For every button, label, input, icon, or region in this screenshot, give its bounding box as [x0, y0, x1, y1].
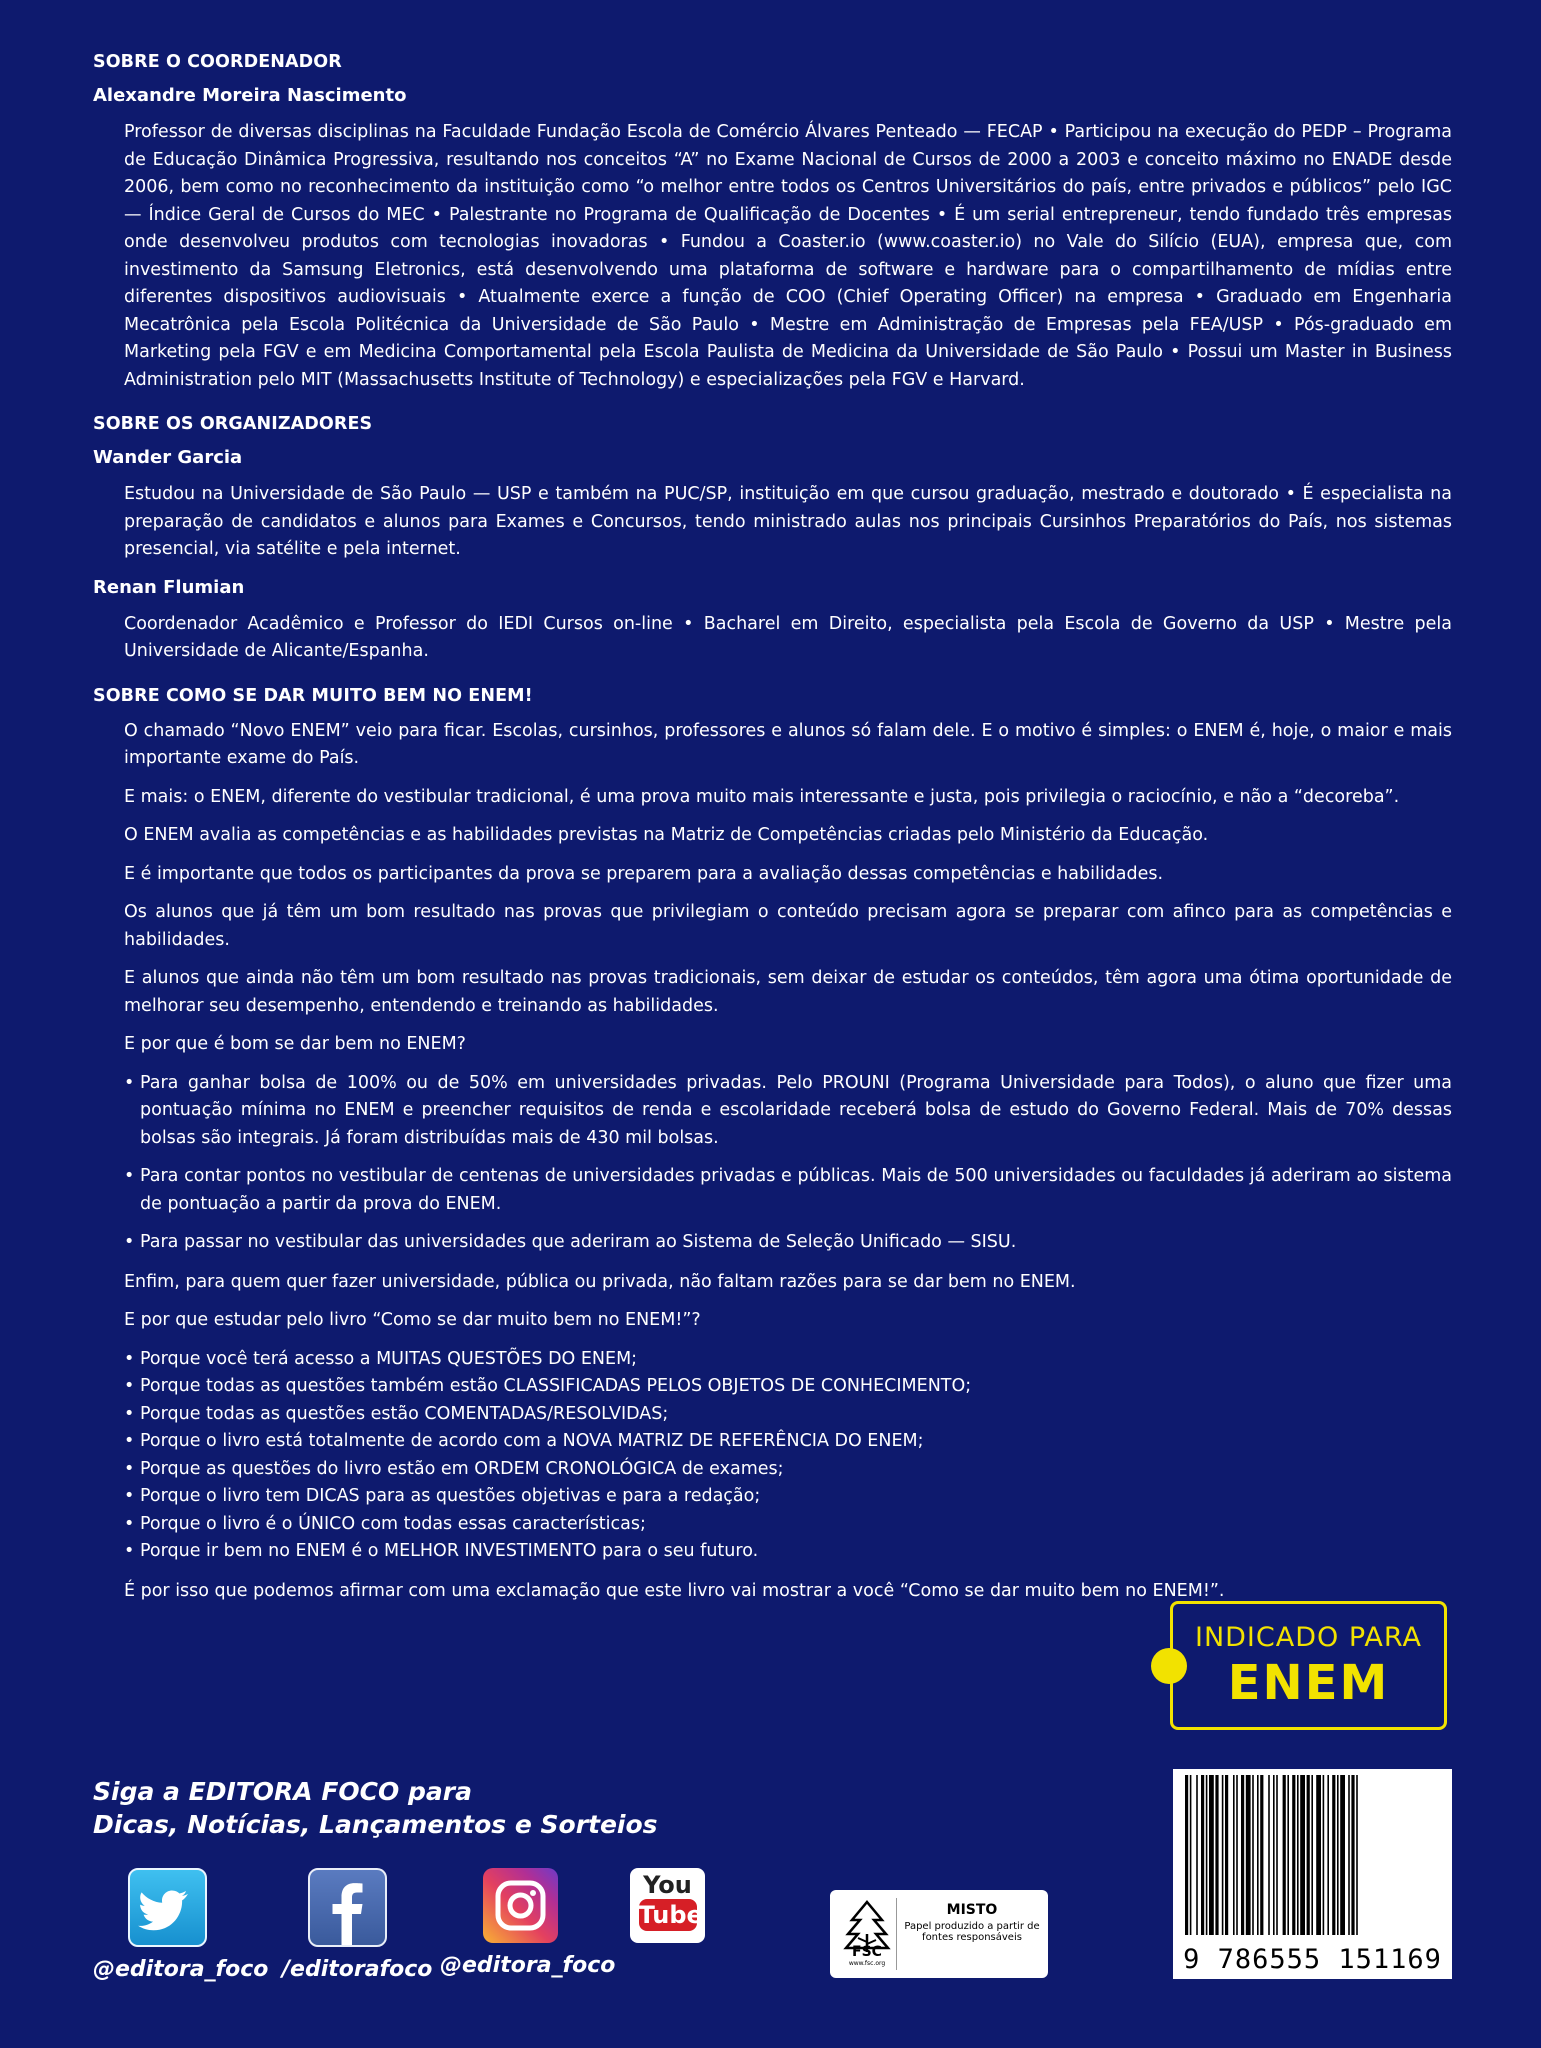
- about-paragraph: O chamado “Novo ENEM” veio para ficar. Escolas, cursinhos, professores e alunos só falam dele. E o motivo é simples: o ENEM é, hoje, o maior e mais importante exame do País.: [124, 720, 1452, 768]
- social-instagram[interactable]: [440, 1868, 616, 1978]
- fsc-url: www.fsc.org: [848, 1960, 886, 1967]
- closing-paragraph: É por isso que podemos afirmar com uma exclamação que este livro vai mostrar a você “Como se dar muito bem no ENEM!”.: [124, 1580, 1225, 1601]
- list-item: • Para ganhar bolsa de 100% ou de 50% em universidades privadas. Pelo PROUNI (Programa Universidade para Todos), o aluno que fizer uma pontuação mínima no ENEM e preencher requisitos de renda e escolaridade receberá bolsa de estudo do Governo Federal. Mais de 70% dessas bolsas são integrais. Já foram distribuídas mais de 430 mil bolsas.: [124, 1070, 1452, 1153]
- badge-dot: [1151, 1648, 1187, 1684]
- fsc-label: MISTO: [946, 1902, 998, 1918]
- coordinator-heading: SOBRE O COORDENADOR: [93, 52, 342, 72]
- list-item: • Para contar pontos no vestibular de centenas de universidades privadas e públicas. Mais de 500 universidades ou faculdades já aderiram ao sistema de pontuação a partir da prova do ENEM.: [124, 1163, 1452, 1218]
- organizer-bio: Estudou na Universidade de São Paulo — USP e também na PUC/SP, instituição em que cursou graduação, mestrado e doutorado • É especialista na preparação de candidatos e alunos para Exames e Concursos, tendo ministrado aulas nos principais Cursinhos Preparatórios do País, nos sistemas presencial, via satélite e pela internet.: [124, 484, 1452, 559]
- social-twitter[interactable]: [93, 1868, 269, 1982]
- back-cover-text: [93, 50, 1452, 1617]
- barcode-bars: [1173, 1775, 1452, 1945]
- badge-line2: ENEM: [1227, 1655, 1390, 1711]
- about-paragraph: E é importante que todos os participantes da prova se preparem para a avaliação dessas competências e habilidades.: [124, 863, 1164, 884]
- youtube-tube: Tube: [638, 1901, 703, 1929]
- badge-line1: INDICADO PARA: [1194, 1622, 1423, 1653]
- list-item: • Porque o livro tem DICAS para as questões objetivas e para a redação;: [124, 1483, 1452, 1511]
- about-paragraph: E alunos que ainda não têm um bom resultado nas provas tradicionais, sem deixar de estudar os conteúdos, têm agora uma ótima oportunidade de melhorar seu desempenho, entendendo e treinando as habilidades.: [124, 968, 1452, 1016]
- enem-reasons-list: [124, 1070, 1452, 1257]
- list-item: • Porque você terá acesso a MUITAS QUESTÕES DO ENEM;: [124, 1346, 1452, 1374]
- list-item: • Porque ir bem no ENEM é o MELHOR INVESTIMENTO para o seu futuro.: [124, 1538, 1452, 1566]
- facebook-icon[interactable]: [308, 1868, 387, 1947]
- fsc-logo-text: FSC: [852, 1944, 882, 1960]
- twitter-icon[interactable]: [128, 1868, 207, 1947]
- book-reasons-list: [124, 1346, 1452, 1566]
- follow-text: [93, 1775, 658, 1841]
- follow-line1: Siga a EDITORA FOCO para: [93, 1777, 472, 1806]
- organizer-name: Renan Flumian: [93, 576, 245, 598]
- youtube-you: You: [643, 1871, 692, 1899]
- isbn-barcode: [1173, 1769, 1452, 1979]
- organizer-bio: Coordenador Acadêmico e Professor do IEDI Cursos on-line • Bacharel em Direito, especialista pela Escola de Governo da USP • Mestre pela Universidade de Alicante/Espanha.: [124, 613, 1452, 661]
- fsc-logo: [838, 1898, 897, 1970]
- twitter-handle[interactable]: @editora_foco: [93, 1957, 269, 1982]
- instagram-handle[interactable]: @editora_foco: [440, 1953, 616, 1978]
- social-facebook[interactable]: [282, 1868, 433, 1982]
- list-item: • Para passar no vestibular das universidades que aderiram ao Sistema de Seleção Unificado — SISU.: [124, 1229, 1452, 1257]
- organizer-name: Wander Garcia: [93, 447, 243, 468]
- coordinator-name: Alexandre Moreira Nascimento: [93, 85, 407, 106]
- about-paragraph: Os alunos que já têm um bom resultado nas provas que privilegiam o conteúdo precisam agora se preparar com afinco para as competências e habilidades.: [124, 902, 1452, 950]
- follow-line2: Dicas, Notícias, Lançamentos e Sorteios: [93, 1810, 658, 1839]
- about-paragraph: E mais: o ENEM, diferente do vestibular tradicional, é uma prova muito mais interessante e justa, pois privilegia o raciocínio, e não a “decoreba”.: [124, 786, 1400, 807]
- list-item: • Porque o livro é o ÚNICO com todas essas características;: [124, 1511, 1452, 1539]
- about-paragraph: O ENEM avalia as competências e as habilidades previstas na Matriz de Competências criadas pelo Ministério da Educação.: [124, 825, 1209, 845]
- about-paragraph: E por que estudar pelo livro “Como se dar muito bem no ENEM!”?: [124, 1310, 701, 1330]
- isbn-number: 9 786555 151169: [1183, 1944, 1442, 1975]
- organizers-heading: SOBRE OS ORGANIZADORES: [93, 414, 373, 434]
- list-item: • Porque o livro está totalmente de acordo com a NOVA MATRIZ DE REFERÊNCIA DO ENEM;: [124, 1428, 1452, 1456]
- fsc-description: Papel produzido a partir de fontes responsáveis: [904, 1921, 1040, 1943]
- about-heading: SOBRE COMO SE DAR MUITO BEM NO ENEM!: [93, 685, 533, 706]
- social-youtube[interactable]: [630, 1868, 705, 1943]
- coordinator-bio: Professor de diversas disciplinas na Faculdade Fundação Escola de Comércio Álvares Penteado — FECAP • Participou na execução do PEDP – Programa de Educação Dinâmica Progressiva, resultando nos conceitos “A” no Exame Nacional de Cursos de 2000 a 2003 e conceito máximo no ENADE desde 2006, bem como no reconhecimento da instituição como “o melhor entre todos os Centros Universitários do país, entre privados e públicos” pelo IGC — Índice Geral de Cursos do MEC • Palestrante no Programa de Qualificação de Docentes • É um serial entrepreneur, tendo fundado três empresas onde desenvolveu produtos com tecnologias inovadoras • Fundou a Coaster.io (www.coaster.io) no Vale do Silício (EUA), empresa que, com investimento da Samsung Eletronics, está desenvolvendo uma plataforma de software e hardware para o compartilhamento de mídias entre diferentes dispositivos audiovisuais • Atualmente exerce a função de COO (Chief Operating Officer) na empresa • Graduado em Engenharia Mecatrônica pela Escola Politécnica da Universidade de São Paulo • Mestre em Administração de Empresas pela FEA/USP • Pós-graduado em Marketing pela FGV e em Medicina Comportamental pela Escola Paulista de Medicina da Universidade de São Paulo • Possui um Master in Business Administration pelo MIT (Massachusetts Institute of Technology) e especializações pela FGV e Harvard.: [124, 122, 1452, 390]
- instagram-icon[interactable]: [483, 1868, 558, 1943]
- about-paragraph: E por que é bom se dar bem no ENEM?: [124, 1034, 466, 1054]
- list-item: • Porque todas as questões estão COMENTADAS/RESOLVIDAS;: [124, 1401, 1452, 1429]
- list-item: • Porque todas as questões também estão CLASSIFICADAS PELOS OBJETOS DE CONHECIMENTO;: [124, 1373, 1452, 1401]
- youtube-icon[interactable]: [630, 1868, 705, 1943]
- facebook-handle[interactable]: /editorafoco: [282, 1957, 433, 1982]
- fsc-seal: [830, 1890, 1048, 1978]
- about-paragraph: Enfim, para quem quer fazer universidade, pública ou privada, não faltam razões para se dar bem no ENEM.: [124, 1271, 1076, 1292]
- list-item: • Porque as questões do livro estão em ORDEM CRONOLÓGICA de exames;: [124, 1456, 1452, 1484]
- indicado-enem-badge: [1170, 1601, 1447, 1730]
